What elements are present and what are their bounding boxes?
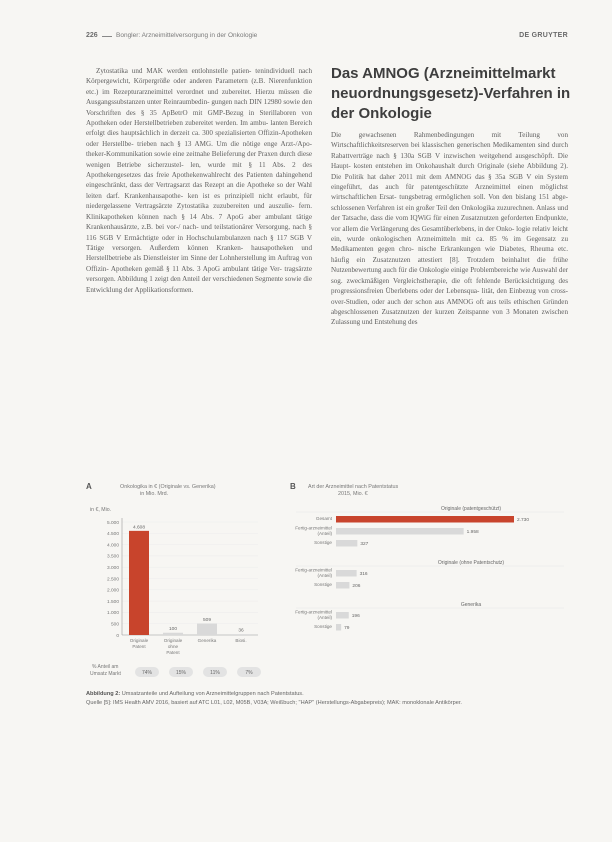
bar-data-label: 509 (202, 617, 212, 623)
y-tick-label: 4.500 (106, 532, 119, 538)
share-label-1: % Anteil am (92, 664, 119, 670)
bar (129, 531, 149, 635)
bar-label: Sonstige (314, 624, 332, 629)
figure-svg (86, 480, 568, 685)
section-heading: Das AMNOG (Arzneimittelmarkt neuordnungsgesetz)-Verfahren in der Onkologie (331, 65, 571, 122)
y-tick-label: 3.000 (106, 566, 119, 571)
share-badge-text: 15% (175, 670, 187, 676)
bar-data-label: 316 (359, 572, 368, 577)
publisher-name: DE GRUYTER (519, 32, 568, 39)
bar (336, 516, 514, 523)
y-tick-label: 2.500 (106, 577, 119, 583)
bar (336, 624, 341, 631)
bar-data-label: 36 (238, 628, 244, 634)
bar (336, 540, 357, 547)
panel-a-title-2: in Mio. Mrd. (140, 491, 169, 497)
figure-caption (86, 690, 568, 707)
share-label-2: Umsatz Markt (90, 671, 121, 677)
y-tick-label: 2.000 (106, 588, 119, 594)
bar (336, 582, 349, 589)
y-tick-label: 4.000 (106, 543, 119, 549)
panel-b-title-1: Art der Arzneimittel nach Patentstatus (308, 484, 399, 490)
bar-data-label: 79 (344, 626, 350, 631)
panel-a-label: A (86, 482, 92, 491)
panel-b-chart (295, 506, 564, 631)
x-tick-label: Originale (163, 638, 183, 643)
bar-label: Fertig-arzneimittel (295, 525, 332, 531)
figure (86, 480, 568, 685)
bar (163, 633, 183, 635)
bar-data-label: 100 (168, 627, 178, 633)
caption-text: Umsatzanteile und Aufteilung von Arzneimittelgruppen nach Patentstatus. (121, 691, 304, 697)
bar-label: Fertig-arzneimittel (295, 567, 332, 573)
bar-data-label: 1.958 (466, 530, 479, 535)
panel-a-unit: in €, Mio. (90, 507, 112, 513)
bar-label: Sonstige (314, 582, 332, 587)
panel-b-title-2: 2015, Mio. € (338, 491, 368, 497)
bar (231, 634, 251, 635)
caption-source: Quelle [5]: IMS Health AMV 2016, basiert auf ATC L01, L02, M05B, V03A; Weißbuch; ''HAP'' (Herstellungs-Abgabepreis); MAK: monoklonale Antikörper. (86, 699, 462, 706)
x-tick-label: ohne (167, 644, 179, 649)
panel-a-chart (107, 518, 258, 655)
left-column-text: Zytostatika und MAK werden entlohnstelle patien- tenindividuell nach Körpergewicht, Körpergröße oder anderen Parametern (z.B. Nierenfunktion etc.) im Rezepturarzneimittel verordnet und zubereitet. Hierzu müssen die Ausgangssubstanzen unter Reinraumbedin- gungen nach DIN 12980 sowie den Vorschriften des § 35 ApBetrO mit GMP-Bezug in Sterillaboren von Apotheken oder Herstellbetrieben zubereitet werden. Im ambu- lanten Bereich erfolgt dies hauptsächlich in derzeit ca. 300 spezialisierten Offizin-Apotheken oder Herstellbe- trieben nach § 13 AMG. Um die nötige enge Arzt-/Apo- theker-Kommunikation sowie eine zeitnahe Belieferung der Praxen durch diese wenigen Betriebe sicherzustel- len, wurde mit § 11 Abs. 2 des Apothekengesetzes das freie Apothekenwahlrecht des Patienten dahingehend eingeschränkt, dass der Vertragsarzt das Rezept an die Apotheke so der Wahl leiten darf. Krankenhausapothe- ken ist es prinzipiell nicht erlaubt, für niedergelassene Vertragsärzte Zytostatika zuzubereiten und auszulie- fern. Klinikapotheken können nach § 14 Abs. 7 ApoG aber ambulant tätige Krankenhausärzte, z.B. bei vor-/ nach- und teilstationärer Versorgung, nach § 116 SGB V Ermächtigte oder in Hochschulambulanzen nach § 117 SGB V Tätige versorgen. Außerdem können Kranken- hausapotheken und Herstellbetriebe als Dienstleister im Sinne der Lohnherstellung im Auftrag von Offizin- Apotheken gemäß § 11 Abs. 3 ApoG ambulant tätige Ver- tragsärzte versorgen. Abbildung 1 zeigt den Anteil der verschiedenen Segmente sowie die Entwicklung der Applikationsformen. (86, 67, 312, 294)
bar-label: (Anteil) (317, 573, 332, 578)
right-column-text: Die gewachsenen Rahmenbedingungen mit Teilung von Wirtschaftlichkeitsreserven bei klassischen generischen Medikamenten sind durch Rabattverträge nach § 130a SGB V inzwischen weitgehend ausgeschöpft. Die Haupt- kosten entstehen im Onkohaushalt durch Originale (siehe Abbildung 2). Die Politik hat daher 2011 mit dem AMNOG das § 35a SGB V ein System eingeführt, das auch für patentgeschützte Arzneimittel einen möglichst wirtschaftlichen Ersat- tungsbetrag ermöglichen soll. Von den bislang 151 abge- schlossenen Verfahren ist ein großer Teil den Onkologika zuzurechnen. Anlass und der Tatsache, dass die vom IQWiG für einen Zusatznutzen geforderten Endpunkte, vor allem die Verlängerung des Gesamtüberlebens, in der Onko- logie relativ leicht ein, wurde onkologischen Arzneimitteln mit ca. 85 % im Gegensatz zu Medikamenten gegen chro- nische Erkrankungen wie Diabetes, Rheuma etc. häufig ein Zusatznutzen attestiert [8]. Trotzdem beinhaltet die frühe Nutzenbewertung auch für die Onkologie einige Problembereiche wie Auswahl der sog. zweckmäßigen Vergleichstherapie, die oft fehlende Berücksichtigung des progressionsfreien Überlebens oder der Lebensqua- lität, den Einbezug von cross-over-Studien, oder auch der schon aus AMNOG oft aus teils ethischen Gründen abgeschlossenen Zusatznutzen der kurzen Zeitspanne von 3 Monaten zwischen Zulassung und Entstehung des (331, 131, 568, 327)
x-tick-label: Generika (197, 638, 217, 643)
bar (336, 528, 464, 535)
bar-data-label: 206 (352, 584, 361, 589)
group-title: Originale (patentgeschützt) (440, 506, 502, 512)
bar-data-label: 196 (351, 614, 360, 619)
y-tick-label: 1.500 (106, 599, 119, 605)
bar-data-label: 327 (360, 542, 369, 547)
y-tick-label: 5.000 (106, 520, 119, 526)
y-tick-label: 1.000 (106, 611, 119, 617)
bar (336, 570, 357, 577)
group-title: Generika (460, 602, 482, 608)
y-tick-label: 500 (110, 622, 119, 628)
header-dash (102, 36, 112, 37)
bar (197, 623, 217, 635)
bar-label: (Anteil) (317, 531, 332, 536)
x-tick-label: Patent (132, 644, 146, 649)
share-badges (135, 667, 261, 677)
page-number: 226 (86, 32, 98, 39)
caption-label: Abbildung 2: (86, 691, 121, 697)
page-header (86, 32, 568, 44)
bar-label: (Anteil) (317, 615, 332, 620)
section-title: Bongler: Arzneimittelversorgung in der Onkologie (116, 32, 258, 39)
share-badge-text: 7% (245, 670, 253, 676)
bar-data-label: 4.608 (132, 525, 146, 531)
share-badge-text: 74% (141, 670, 153, 676)
bar (336, 612, 349, 619)
x-tick-label: Originale (129, 638, 149, 643)
y-tick-label: 0 (116, 633, 119, 639)
x-tick-label: Patent (166, 650, 180, 655)
bar-label: Sonstige (314, 540, 332, 545)
panel-a-title-1: Onkologika in € (Originale vs. Generika) (120, 484, 216, 490)
group-title: Originale (ohne Patentschutz) (437, 560, 505, 566)
bar-data-label: 2.730 (517, 518, 530, 523)
bar-label: Gesamt (315, 516, 332, 521)
panel-b-label: B (290, 482, 296, 491)
x-tick-label: Biosi. (235, 638, 247, 643)
bar-label: Fertig-arzneimittel (295, 609, 332, 615)
y-tick-label: 3.500 (106, 554, 119, 560)
share-badge-text: 11% (210, 670, 220, 676)
